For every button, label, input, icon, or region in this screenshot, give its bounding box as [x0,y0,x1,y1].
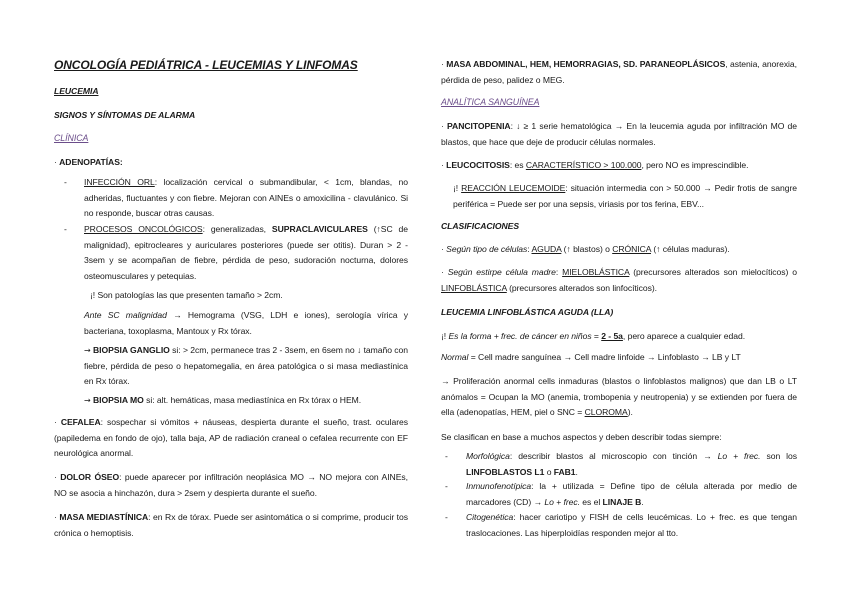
sospecha-item [84,308,408,339]
inmunofenotipica-item: - Inmunofenotípica: la + utilizada = Define tipo de célula alterada por medio de marcadores (CD) → Lo + frec. es el LINAJE B. [445,481,797,507]
cefalea-label: CEFALEA [60,417,101,427]
morf-son: son los [760,451,797,461]
segun-celulas-mid: (↑ blastos) o [561,244,613,254]
lla-freq-italic: Es la forma + frec. de cáncer en niños [448,331,592,341]
cito-text: : hacer cariotipo y FISH de cells leucémicas. Lo + frec. es que tengan traslocaciones. Las hiperploidías responden mejor al tto. [466,512,797,538]
patologias-note: ¡! Son patologías las que presenten tamaño > 2cm. [90,290,283,300]
dolor-item: · DOLOR ÓSEO: puede aparecer por infiltración neoplásica MO → NO mejora con AINEs, NO se asocia a hinchazón, dura > 2sem y despierta durante el sueño. [54,472,408,498]
morf-o: o [544,466,554,477]
heading-signos: SIGNOS Y SÍNTOMAS DE ALARMA [54,110,196,120]
morf-label: Morfológica [466,451,510,461]
section-leucemia: LEUCEMIA [54,86,99,96]
biopsia-mo-label: BIOPSIA MO [93,395,144,405]
citogenetica-item: - Citogenética: hacer cariotipo y FISH de cells leucémicas. Lo + frec. es que tengan traslocaciones. Las hiperploidías responden mejor al tto. [445,512,797,538]
morfologica-item: - Morfológica: describir blastos al microscopio con tinción → Lo + frec. son los LINFOBLASTOS L1 o FAB1. [445,451,797,477]
cito-label: Citogenética [466,512,514,522]
pancitopenia-label: PANCITOPENIA [447,121,511,131]
procesos-mid: : generalizadas, [202,224,272,234]
cefalea-text: : sospechar si vómitos + náuseas, despierta durante el sueño, trast. oculares (papiledema en fondo de ojo), talla baja, AP de radiación craneal o cefalea recurrente con EF neurológica anormal. [54,417,408,459]
morf-end: . [575,466,578,477]
cloroma-term: CLOROMA [584,407,628,418]
masa-abd-text: , astenia, anorexia, pérdida de peso, palidez o MEG. [441,59,797,85]
reaccion-text: : situación intermedia con > 50.000 → Pedir frotis de sangre periférica = Puede ser por una sepsis, viriasis por tos ferina, EBV... [453,183,797,209]
infeccion-label: INFECCIÓN ORL [84,177,155,187]
prolif-end: ). [627,407,633,418]
inmuno-freq: Lo + frec. [544,496,580,507]
segun-estirpe-mielo: MIELOBLÁSTICA [562,267,630,277]
dolor-label: DOLOR ÓSEO [60,472,120,482]
procesos-item: - PROCESOS ONCOLÓGICOS: generalizadas, SUPRACLAVICULARES (↑SC de malignidad), epitrocleares y auriculares posteriores (puede ser otitis). Duran > 2 - 3sem y se acompañan de fiebre, pérdida de peso, sudoración nocturna, dolores osteomusculares y petequias. [64,224,408,282]
inmuno-label: Inmunofenotípica [466,481,532,491]
biopsia-ganglio-label: BIOPSIA GANGLIO [93,345,170,355]
pancitopenia-item: · PANCITOPENIA: ↓ ≥ 1 serie hematológica → En la leucemia aguda por infiltración MO de blastos, que hace que deje de producir células normales. [441,121,797,147]
biopsia-mo-item: → BIOPSIA MO si: alt. hemáticas, masa mediastínica en Rx tórax o HEM. [84,395,362,405]
normal-line [441,350,797,366]
morf-linfoblastos: LINFOBLASTOS L1 [466,466,545,477]
segun-celulas-label: Según tipo de células [446,244,528,254]
normal-text: = Cell madre sanguínea → Cell madre linfoide → Linfoblasto → LB y LT [468,352,741,362]
segun-estirpe-mid: (precursores alterados son mielocíticos) o [629,267,797,277]
heading-clasificaciones: CLASIFICACIONES [441,221,520,231]
lla-freq-edad: 2 - 5a [601,331,623,341]
masa-abd-label: MASA ABDOMINAL, HEM, HEMORRAGIAS, SD. PARANEOPLÁSICOS [446,59,726,69]
inmuno-linaje: LINAJE B [602,496,642,507]
reaccion-item [453,181,797,212]
pancitopenia-text: : ↓ ≥ 1 serie hematológica → En la leucemia aguda por infiltración MO de blastos, que hace que deje de producir células normales. [441,121,797,147]
lla-freq-eq: = [591,331,602,341]
masa-mediastinica-item: · MASA MEDIASTÍNICA: en Rx de tórax. Puede ser asintomática o si comprime, producir tos crónica o hemoptisis. [54,512,408,538]
procesos-label: PROCESOS ONCOLÓGICOS [84,224,203,234]
dolor-text: : puede aparecer por infiltración neoplásica MO → NO mejora con AINEs, NO se asocia a hinchazón, dura > 2sem y despierta durante el sueño. [54,472,408,498]
leucocitosis-item: · LEUCOCITOSIS: es CARACTERÍSTICO > 100.000, pero NO es imprescindible. [441,160,749,170]
page-title: ONCOLOGÍA PEDIÁTRICA - LEUCEMIAS Y LINFOMAS [54,58,358,72]
leucocitosis-value: CARACTERÍSTICO > 100.000 [525,160,642,170]
clasifica-text: Se clasifican en base a muchos aspectos y deben describir todas siempre: [441,432,722,442]
prolif-text: → Proliferación anormal cells inmaduras (blastos o linfoblastos malignos) que dan LB o LT anómalos = Ocupan la MO (anemia, trombopenia y neutropenia) y se extienden por fuera de ella (adenopatías, HEM, piel o SNC = [441,376,797,418]
masa-text: : en Rx de tórax. Puede ser asintomática o si comprime, producir tos crónica o hemoptisis. [54,512,408,538]
infeccion-item: - INFECCIÓN ORL: localización cervical o submandibular, < 1cm, blandas, no adheridas, fluctuantes y con fiebre. Mejoran con AINEs o amoxicilina - clavulánico. Si no responde, buscar otras causas. [64,177,408,219]
segun-celulas-cronica: CRÓNICA [612,244,651,254]
leucocitosis-label: LEUCOCITOSIS [446,160,510,170]
biopsia-ganglio-item: → BIOPSIA GANGLIO si: > 2cm, permanece tras 2 - 3sem, en 6sem no ↓ tamaño con fiebre, pérdida de peso o hepatomegalia, en área patológica o si masa mediastínica en Rx tórax. [84,345,408,387]
biopsia-ganglio-text: si: > 2cm, permanece tras 2 - 3sem, en 6sem no ↓ tamaño con fiebre, pérdida de peso o hepatomegalia, en área patológica o si masa mediastínica en Rx tórax. [84,345,408,387]
lla-freq-pre: ¡! [441,331,449,341]
morf-freq: Lo + frec. [717,451,761,461]
segun-estirpe-end: (precursores alterados son linfocíticos). [506,282,657,293]
segun-estirpe-linfo: LINFOBLÁSTICA [441,282,507,293]
heading-lla: LEUCEMIA LINFOBLÁSTICA AGUDA (LLA) [441,307,614,317]
inmuno-es: es el [579,496,603,507]
heading-analitica: ANALÍTICA SANGUÍNEA [441,97,540,107]
sospecha-label: Ante SC malignidad [84,310,167,320]
segun-celulas-aguda: AGUDA [531,244,562,254]
segun-celulas-item: · Según tipo de células: AGUDA (↑ blastos) o CRÓNICA (↑ células maduras). [441,244,730,254]
lla-frecuencia [441,329,797,345]
inmuno-end: . [641,496,644,507]
segun-estirpe-item: · Según estirpe célula madre: MIELOBLÁSTICA (precursores alterados son mielocíticos) o LINFOBLÁSTICA (precursores alterados son linfocíticos). [441,267,797,293]
reaccion-label: REACCIÓN LEUCEMOIDE [461,183,566,193]
inmuno-text: : la + utilizada = Define tipo de célula alterada por medio de marcadores (CD) → [466,481,797,507]
sospecha-text: → Hemograma (VSG, LDH e iones), serología vírica y bacteriana, toxoplasma, Mantoux y Rx tórax. [84,310,408,336]
leucocitosis-pre: : es [509,160,526,170]
adenopatias-item: · ADENOPATÍAS: [54,157,123,167]
masa-label: MASA MEDIASTÍNICA [59,512,149,522]
normal-label: Normal [441,352,469,362]
infeccion-text: : localización cervical o submandibular, < 1cm, blandas, no adheridas, fluctuantes y con fiebre. Mejoran con AINEs o amoxicilina - clavulánico. Si no responde, buscar otras causas. [84,177,408,219]
cefalea-item: · CEFALEA: sospechar si vómitos + náuseas, despierta durante el sueño, trast. oculares (papiledema en fondo de ojo), talla baja, AP de radiación craneal o cefalea recurrente con EF neurológica anormal. [54,417,408,459]
morf-fab: FAB1 [553,466,576,477]
reaccion-pre: ¡! [453,183,462,193]
leucocitosis-post: , pero NO es imprescindible. [641,160,749,170]
segun-celulas-end: (↑ células maduras). [651,244,730,254]
procesos-text: (↑SC de malignidad), epitrocleares y auriculares posteriores (puede ser otitis). Duran > 2 - 3sem y se acompañan de fiebre, pérdida de peso, sudoración nocturna, dolores osteomusculares y petequias. [84,224,408,282]
heading-clinica: CLÍNICA [54,133,89,143]
proliferacion-item [441,374,797,421]
segun-estirpe-label: Según estirpe célula madre [447,267,556,277]
biopsia-mo-text: si: alt. hemáticas, masa mediastínica en Rx tórax o HEM. [143,395,362,405]
adenopatias-label: ADENOPATÍAS: [59,157,123,167]
masa-abdominal-item: · MASA ABDOMINAL, HEM, HEMORRAGIAS, SD. PARANEOPLÁSICOS, astenia, anorexia, pérdida de peso, palidez o MEG. [441,59,797,85]
morf-text: : describir blastos al microscopio con tinción → [509,451,718,461]
procesos-bold: SUPRACLAVICULARES [271,224,368,234]
lla-freq-end: , pero aparece a cualquier edad. [622,331,746,341]
